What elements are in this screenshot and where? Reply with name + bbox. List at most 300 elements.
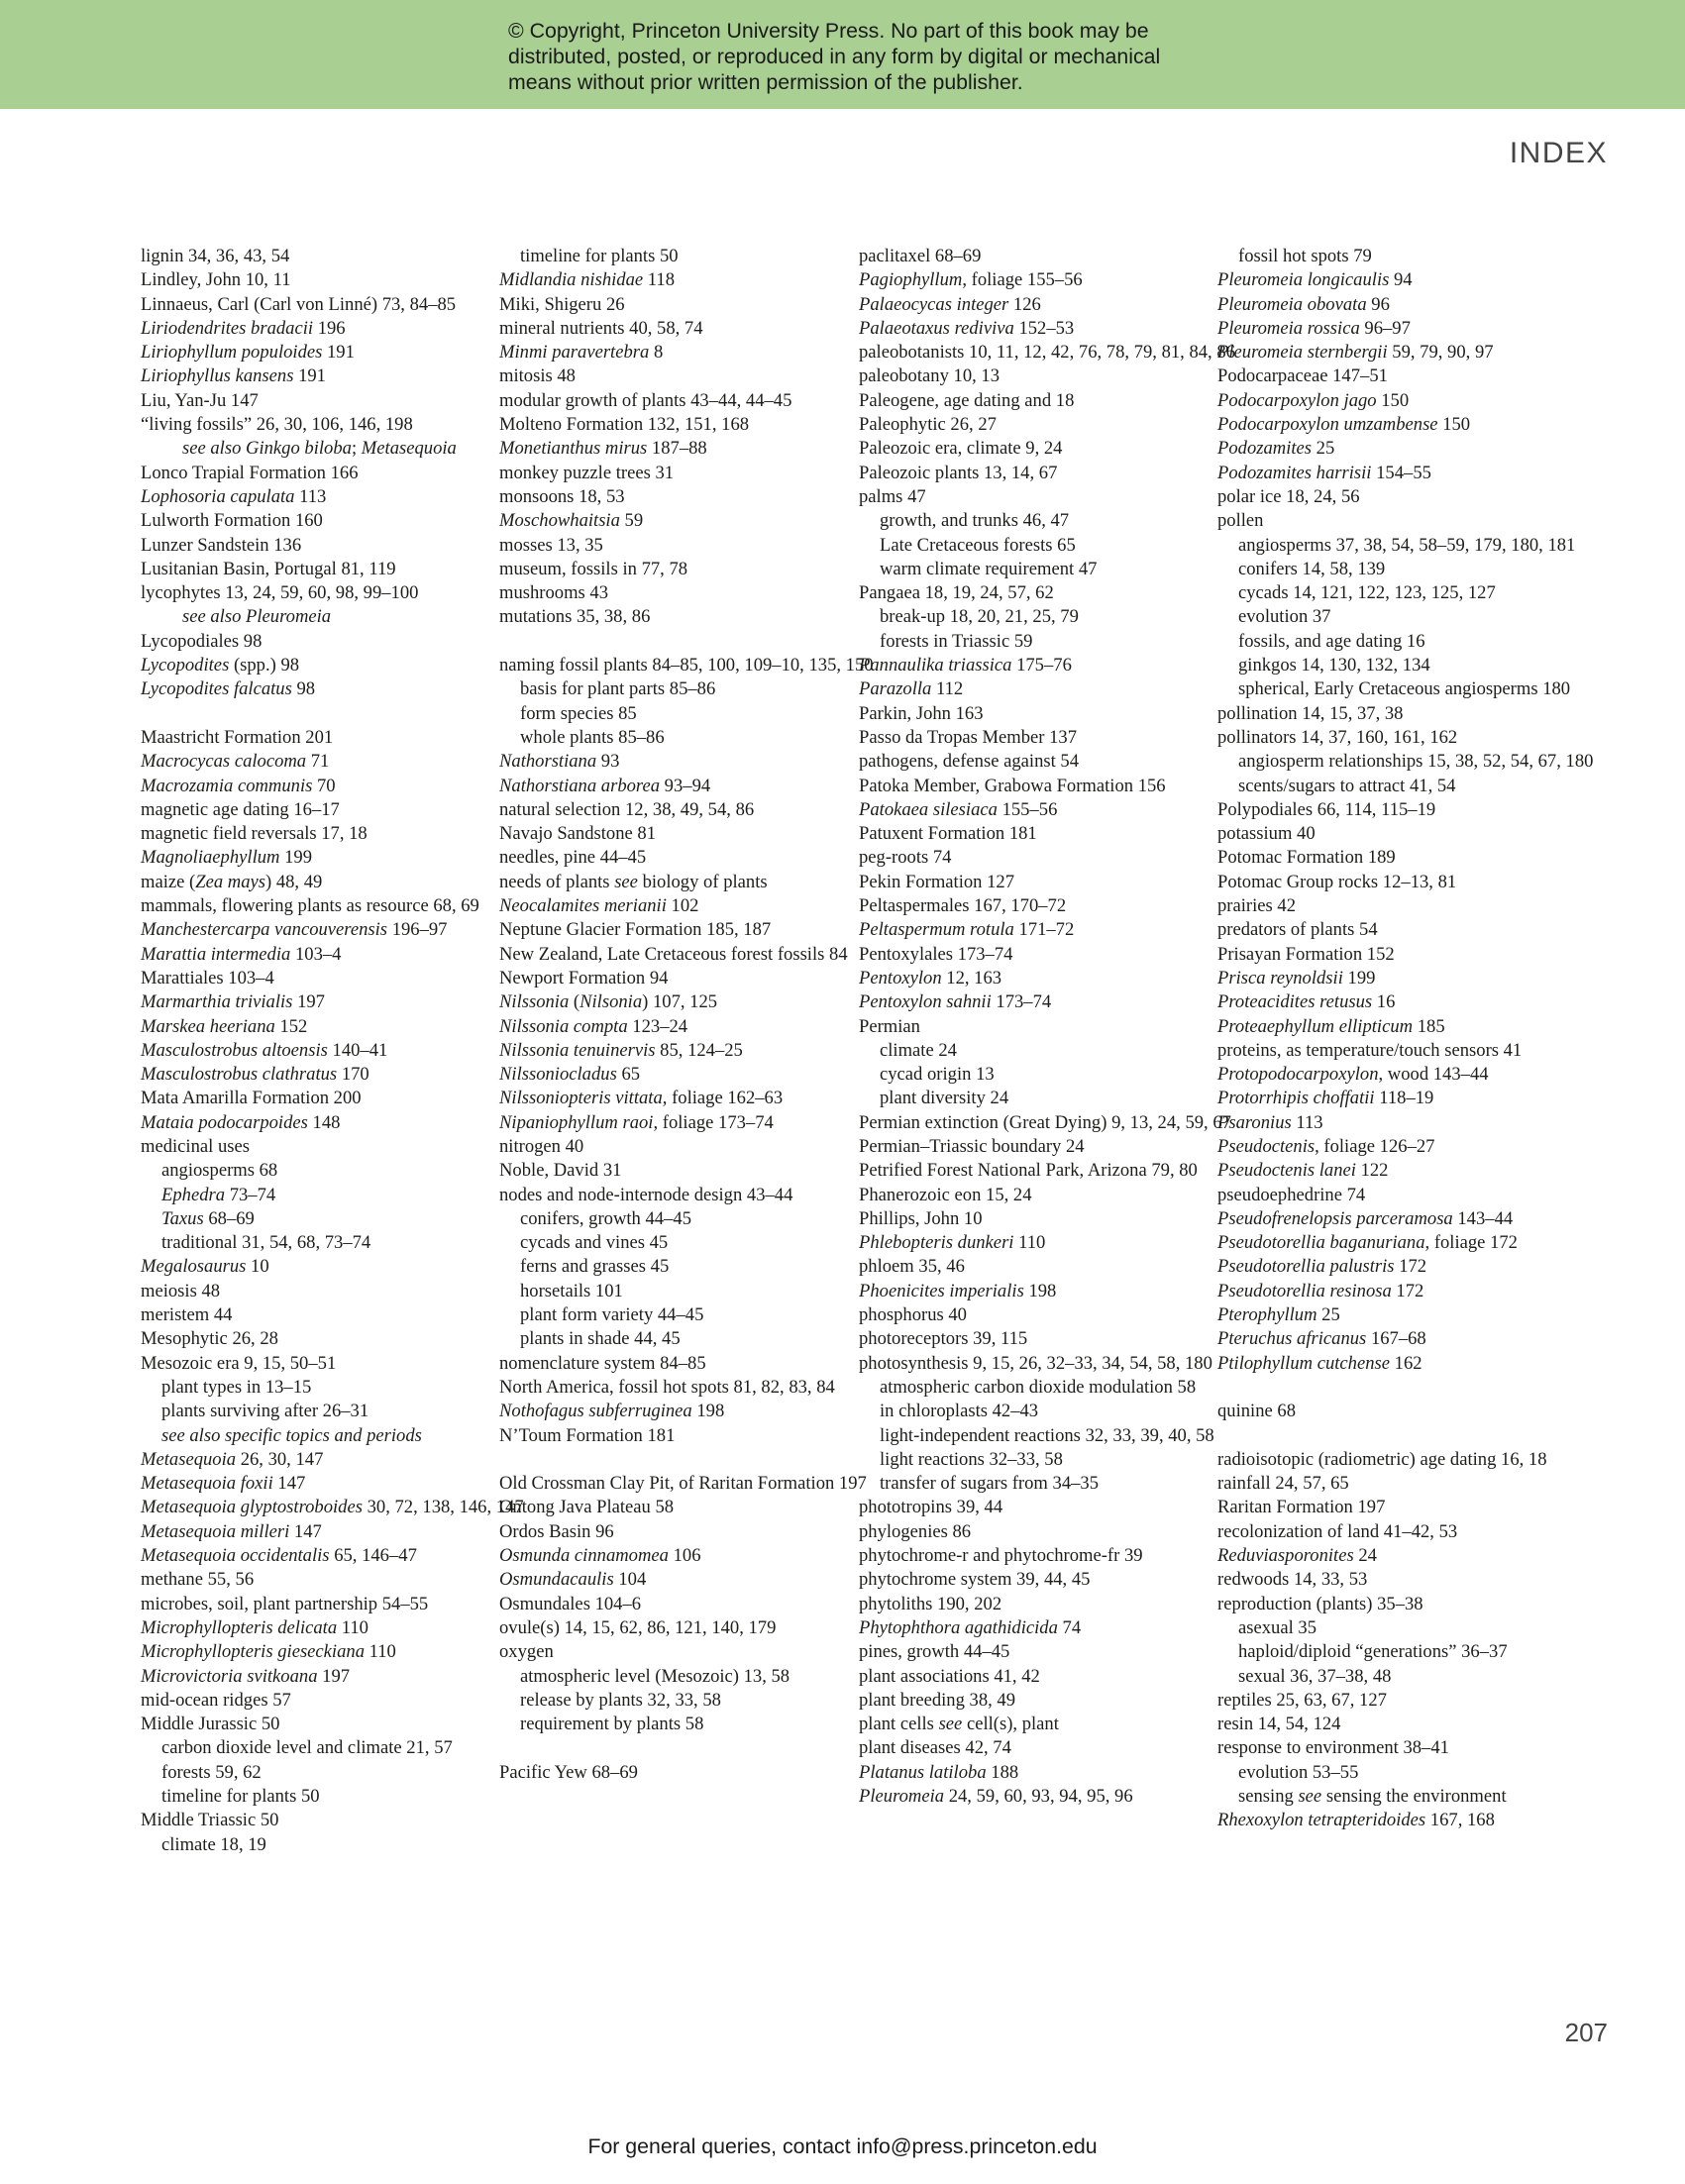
index-subentry [141, 1424, 493, 1448]
entry-text: 196 [313, 317, 346, 339]
entry-text: 197 [317, 1665, 351, 1687]
entry-text: biology of plants [637, 871, 768, 892]
index-subentry [859, 558, 1211, 581]
index-entry [859, 1520, 1211, 1544]
entry-text: 191 [293, 365, 326, 387]
index-entry [1217, 268, 1570, 292]
italic-term: Nilssoniocladus [499, 1064, 617, 1086]
entry-text: pollen [1217, 510, 1264, 532]
entry-text: 154–55 [1371, 462, 1431, 483]
index-entry [499, 1159, 852, 1183]
entry-text: angiosperms 37, 38, 54, 58–59, 179, 180, 181 [1238, 534, 1576, 556]
index-entry [499, 485, 852, 509]
index-subentry [141, 1761, 493, 1785]
entry-text: light-independent reactions 32, 33, 39, 40, 58 [880, 1424, 1214, 1446]
index-entry [141, 581, 493, 605]
index-subentry [1217, 630, 1570, 654]
index-entry [859, 1184, 1211, 1207]
entry-text: requirement by plants 58 [520, 1714, 704, 1735]
entry-text: 170 [337, 1064, 369, 1086]
index-entry [499, 1184, 852, 1207]
index-entry [499, 967, 852, 990]
entry-text: paleobotanists 10, 11, 12, 42, 76, 78, 79, 81, 84, 86 [859, 342, 1235, 364]
entry-text: Middle Triassic 50 [141, 1810, 279, 1831]
entry-text: Navajo Sandstone 81 [499, 823, 657, 845]
entry-text: conifers 14, 58, 139 [1238, 558, 1386, 579]
italic-term: Pterophyllum [1217, 1304, 1317, 1326]
index-column-4 [1217, 245, 1594, 1833]
entry-text: rainfall 24, 57, 65 [1217, 1473, 1349, 1495]
index-entry [141, 1255, 493, 1279]
italic-term: Proteaephyllum ellipticum [1217, 1015, 1414, 1037]
entry-text: plant diseases 42, 74 [859, 1737, 1011, 1759]
index-entry [499, 871, 852, 894]
italic-term: Ptilophyllum cutchense [1217, 1352, 1391, 1374]
entry-text: Mesophytic 26, 28 [141, 1328, 278, 1350]
entry-text: 118 [643, 269, 675, 291]
italic-term: Metasequoia [141, 1448, 237, 1470]
italic-term: Reduviasporonites [1217, 1545, 1354, 1567]
entry-text: phloem 35, 46 [859, 1256, 965, 1278]
entry-text: timeline for plants 50 [520, 246, 679, 266]
italic-term: Marattia intermedia [141, 943, 291, 965]
index-subentry [499, 245, 852, 268]
entry-text: 113 [1291, 1111, 1323, 1133]
index-subentry [1217, 534, 1576, 558]
italic-term: Macrocycas calocoma [141, 751, 307, 773]
index-subentry [859, 1063, 1211, 1087]
italic-term: Pseudotorellia resinosa [1217, 1280, 1392, 1301]
entry-text: Lycopodiales 98 [141, 630, 263, 652]
index-entry [859, 1111, 1231, 1135]
entry-text: plant associations 41, 42 [859, 1665, 1040, 1687]
italic-term: Phytophthora agathidicida [859, 1616, 1058, 1638]
entry-text: scents/sugars to attract 41, 54 [1238, 775, 1456, 796]
letter-gap [1217, 1424, 1570, 1448]
entry-text: in chloroplasts 42–43 [880, 1401, 1039, 1422]
entry-text: 96 [1366, 293, 1390, 315]
index-entry [499, 1544, 852, 1568]
index-subentry [141, 1207, 493, 1231]
index-entry [1217, 364, 1570, 388]
entry-text: pollination 14, 15, 37, 38 [1217, 702, 1404, 724]
entry-text: 175–76 [1011, 655, 1072, 676]
entry-text: climate 18, 19 [161, 1833, 266, 1855]
index-entry [141, 1713, 493, 1736]
entry-text: Noble, David 31 [499, 1160, 622, 1182]
letter-gap [1217, 1376, 1570, 1400]
entry-text: 155–56 [997, 798, 1058, 820]
index-entry [141, 750, 493, 774]
index-subentry [1217, 775, 1570, 798]
index-entry [141, 317, 493, 341]
italic-term: Pleuromeia rossica [1217, 317, 1360, 339]
italic-term: Monetianthus mirus [499, 438, 648, 460]
entry-text: oxygen [499, 1641, 554, 1663]
index-column-2 [499, 245, 874, 1785]
copyright-banner [0, 0, 1685, 109]
entry-text: Ontong Java Plateau 58 [499, 1497, 675, 1518]
entry-text: 65 [616, 1064, 641, 1086]
index-entry [859, 1544, 1211, 1568]
entry-text: nomenclature system 84–85 [499, 1352, 706, 1374]
italic-term: Nathorstiana [499, 751, 597, 773]
entry-text: Linnaeus, Carl (Carl von Linné) 73, 84–85 [141, 293, 457, 315]
entry-text: lycophytes 13, 24, 59, 60, 98, 99–100 [141, 582, 419, 604]
entry-text: Permian extinction (Great Dying) 9, 13, 24, 59, 67 [859, 1111, 1231, 1133]
index-subentry [1217, 1616, 1570, 1640]
entry-text: warm climate requirement 47 [880, 558, 1098, 579]
index-entry [859, 1713, 1211, 1736]
entry-text: climate 24 [880, 1039, 957, 1061]
index-entry [141, 462, 493, 485]
entry-text: release by plants 32, 33, 58 [520, 1689, 721, 1711]
entry-text: 30, 72, 138, 146, 147 [362, 1497, 524, 1518]
index-entry [1217, 509, 1570, 533]
entry-text: 191 [322, 342, 355, 364]
index-entry [859, 485, 1211, 509]
entry-text: 147 [289, 1520, 322, 1542]
italic-term: Podocarpoxylon umzambense [1217, 414, 1438, 436]
italic-term: Pentoxylon sahnii [859, 991, 992, 1013]
index-entry [1217, 1087, 1570, 1110]
index-entry [141, 245, 493, 268]
entry-text: resin 14, 54, 124 [1217, 1714, 1341, 1735]
entry-text: Pentoxylales 173–74 [859, 943, 1013, 965]
index-entry [859, 1015, 1211, 1039]
italic-term: Nilssonia tenuinervis [499, 1039, 656, 1061]
entry-text: 68–69 [203, 1207, 255, 1229]
italic-term: Nilssoniopteris vittata [499, 1088, 663, 1109]
page-number: 207 [1564, 2018, 1608, 2047]
index-entry [859, 990, 1211, 1014]
index-entry [859, 1231, 1211, 1255]
index-entry [499, 1015, 852, 1039]
entry-text: 96–97 [1359, 317, 1411, 339]
entry-text: 98 [291, 678, 316, 700]
entry-text: 24 [1353, 1545, 1377, 1567]
index-entry [499, 822, 852, 846]
entry-text: 152 [274, 1015, 308, 1037]
index-subentry [499, 1689, 852, 1713]
index-entry [499, 605, 852, 629]
italic-term: Pseudoctenis lanei [1217, 1160, 1356, 1182]
entry-text: 25 [1316, 1304, 1340, 1326]
letter-gap [499, 1736, 852, 1760]
entry-text: Marattiales 103–4 [141, 967, 274, 988]
index-entry [1217, 389, 1570, 413]
entry-text: cycads 14, 121, 122, 123, 125, 127 [1238, 582, 1496, 604]
entry-text: Pekin Formation 127 [859, 871, 1015, 892]
entry-text: 143–44 [1452, 1207, 1514, 1229]
entry-text: modular growth of plants 43–44, 44–45 [499, 389, 792, 411]
index-entry [141, 558, 493, 581]
entry-text: , foliage 155–56 [962, 269, 1083, 291]
entry-text: Miki, Shigeru 26 [499, 293, 625, 315]
index-entry [141, 268, 493, 292]
index-entry [859, 677, 1211, 701]
entry-text: 65, 146–47 [329, 1545, 417, 1567]
italic-term: Minmi paravertebra [499, 342, 650, 364]
index-entry [1217, 1544, 1570, 1568]
entry-text: Patoka Member, Grabowa Formation 156 [859, 775, 1166, 796]
entry-text: photoreceptors 39, 115 [859, 1328, 1028, 1350]
entry-text: Ordos Basin 96 [499, 1520, 614, 1542]
entry-text: Middle Jurassic 50 [141, 1714, 280, 1735]
entry-text: 167, 168 [1425, 1810, 1495, 1831]
index-entry [1217, 1327, 1570, 1351]
entry-text: Mata Amarilla Formation 200 [141, 1088, 362, 1109]
italic-term: Osmunda cinnamomea [499, 1545, 669, 1567]
index-entry [499, 943, 852, 967]
index-subentry [859, 630, 1211, 654]
letter-gap [499, 630, 852, 654]
index-subentry [859, 1376, 1211, 1400]
index-entry [499, 1135, 852, 1159]
index-column-3 [859, 245, 1235, 1809]
index-subentry [141, 1376, 493, 1400]
index-entry [499, 1616, 852, 1640]
entry-text: plants in shade 44, 45 [520, 1328, 681, 1350]
italic-term: Pseudofrenelopsis parceramosa [1217, 1207, 1453, 1229]
index-entry [499, 918, 852, 942]
index-entry [859, 894, 1211, 918]
index-entry [499, 798, 852, 822]
italic-term: Pentoxylon [859, 967, 942, 988]
index-entry [499, 990, 852, 1014]
index-entry [859, 798, 1211, 822]
italic-term: Pleuromeia obovata [1217, 293, 1367, 315]
entry-text: Pangaea 18, 19, 24, 57, 62 [859, 582, 1054, 604]
entry-text: Lindley, John 10, 11 [141, 269, 291, 291]
index-entry [1217, 1280, 1570, 1303]
index-subentry [859, 1448, 1211, 1472]
entry-text: Lonco Trapial Formation 166 [141, 462, 359, 483]
italic-term: Lycopodites [141, 655, 230, 676]
index-entry [859, 726, 1211, 750]
entry-text: nodes and node-internode design 43–44 [499, 1184, 793, 1205]
italic-term: Peltaspermum rotula [859, 919, 1014, 941]
entry-text: 104 [613, 1569, 647, 1591]
index-entry [499, 1376, 852, 1400]
entry-text: Paleozoic era, climate 9, 24 [859, 438, 1063, 460]
italic-term: Protorrhipis choffatii [1217, 1088, 1375, 1109]
entry-text: 171–72 [1013, 919, 1075, 941]
entry-text: Peltaspermales 167, 170–72 [859, 895, 1067, 917]
italic-term: Palaeocycas integer [859, 293, 1009, 315]
italic-term: Megalosaurus [141, 1256, 247, 1278]
italic-term: Pseudoctenis [1217, 1135, 1316, 1157]
index-entry [141, 364, 493, 388]
italic-term: Parazolla [859, 678, 932, 700]
index-entry [859, 1785, 1211, 1809]
index-subentry [1217, 581, 1570, 605]
italic-term: Pleuromeia sternbergii [1217, 342, 1388, 364]
index-entry [1217, 341, 1570, 364]
index-entry [499, 293, 852, 317]
italic-term: Nipaniophyllum raoi [499, 1111, 654, 1133]
index-subentry [499, 1713, 852, 1736]
entry-text: Potomac Formation 189 [1217, 847, 1396, 869]
entry-text: reptiles 25, 63, 67, 127 [1217, 1689, 1387, 1711]
entry-text: New Zealand, Late Cretaceous forest fossils 84 [499, 943, 848, 965]
italic-term: Marmarthia trivialis [141, 991, 293, 1013]
entry-text: lignin 34, 36, 43, 54 [141, 246, 290, 266]
entry-text: Lusitanian Basin, Portugal 81, 119 [141, 558, 396, 579]
italic-term: see also specific topics and periods [161, 1424, 422, 1446]
entry-text: naming fossil plants 84–85, 100, 109–10, 135, 150 [499, 655, 874, 676]
italic-term: see [1298, 1786, 1322, 1807]
index-entry [1217, 1135, 1570, 1159]
entry-text: 102 [666, 895, 699, 917]
index-entry [1217, 894, 1570, 918]
index-entry [141, 1039, 493, 1063]
entry-text: medicinal uses [141, 1135, 250, 1157]
entry-text: microbes, soil, plant partnership 54–55 [141, 1593, 429, 1614]
italic-term: Magnoliaephyllum [141, 847, 280, 869]
entry-text: 172 [1391, 1280, 1424, 1301]
entry-text: 93 [596, 751, 620, 773]
entry-text: natural selection 12, 38, 49, 54, 86 [499, 798, 755, 820]
entry-text: forests 59, 62 [161, 1761, 262, 1783]
index-subentry [859, 1424, 1214, 1448]
index-entry [859, 1255, 1211, 1279]
index-entry [141, 775, 493, 798]
index-entry [1217, 1713, 1570, 1736]
entry-text: pollinators 14, 37, 160, 161, 162 [1217, 726, 1458, 748]
italic-term: Mataia podocarpoides [141, 1111, 308, 1133]
entry-text: forests in Triassic 59 [880, 630, 1033, 652]
index-entry [141, 1327, 493, 1351]
index-subentry [1217, 1761, 1570, 1785]
index-entry [499, 364, 852, 388]
index-entry [859, 268, 1211, 292]
index-subentry [1217, 1640, 1570, 1664]
index-entry [859, 413, 1211, 437]
index-entry [141, 726, 493, 750]
entry-text: 199 [279, 847, 313, 869]
index-subentry [859, 1039, 1211, 1063]
entry-text: Podocarpaceae 147–51 [1217, 365, 1388, 387]
index-entry [499, 1640, 852, 1664]
entry-text: Potomac Group rocks 12–13, 81 [1217, 871, 1457, 892]
entry-text: haploid/diploid “generations” 36–37 [1238, 1641, 1508, 1663]
entry-text: phototropins 39, 44 [859, 1497, 1003, 1518]
index-entry [141, 509, 493, 533]
index-entry [499, 558, 852, 581]
entry-text: phytoliths 190, 202 [859, 1593, 1002, 1614]
italic-term: Metasequoia [361, 438, 457, 460]
index-entry [141, 485, 493, 509]
index-entry [1217, 1593, 1570, 1616]
entry-text: Pacific Yew 68–69 [499, 1761, 638, 1783]
entry-text: mitosis 48 [499, 365, 576, 387]
index-entry [141, 293, 493, 317]
index-entry [1217, 798, 1570, 822]
entry-text: 85, 124–25 [655, 1039, 743, 1061]
index-entry [141, 943, 493, 967]
entry-text: 172 [1394, 1256, 1427, 1278]
italic-term: Osmundacaulis [499, 1569, 614, 1591]
index-column-1 [141, 245, 524, 1857]
index-entry [859, 389, 1211, 413]
index-subentry [499, 726, 852, 750]
entry-text: needs of plants [499, 871, 615, 892]
entry-text: Lunzer Sandstein 136 [141, 534, 302, 556]
italic-term: Taxus [161, 1207, 204, 1229]
entry-text: 26, 30, 147 [236, 1448, 324, 1470]
index-entry [1217, 726, 1570, 750]
entry-text: mammals, flowering plants as resource 68, 69 [141, 895, 479, 917]
entry-text: mushrooms 43 [499, 582, 609, 604]
italic-term: see also Pleuromeia [182, 606, 332, 628]
index-entry [1217, 1184, 1570, 1207]
entry-text: palms 47 [859, 485, 926, 507]
index-entry [141, 1544, 493, 1568]
entry-text: 12, 163 [941, 967, 1002, 988]
index-subentry [499, 1280, 852, 1303]
entry-text: form species 85 [520, 702, 637, 724]
entry-text: photosynthesis 9, 15, 26, 32–33, 34, 54, 58, 180 [859, 1352, 1212, 1374]
entry-text: carbon dioxide level and climate 21, 57 [161, 1737, 453, 1759]
entry-text: 10 [246, 1256, 269, 1278]
index-entry [1217, 871, 1570, 894]
entry-text: proteins, as temperature/touch sensors 41 [1217, 1039, 1523, 1061]
entry-text: needles, pine 44–45 [499, 847, 647, 869]
entry-text: , foliage 126–27 [1315, 1135, 1435, 1157]
entry-text: pines, growth 44–45 [859, 1641, 1010, 1663]
entry-text: 25 [1312, 438, 1335, 460]
italic-term: Liriodendrites bradacii [141, 317, 314, 339]
index-entry [859, 1207, 1211, 1231]
index-entry [141, 1568, 493, 1592]
index-entry [141, 822, 493, 846]
entry-text: 8 [649, 342, 664, 364]
index-subentry [859, 1400, 1211, 1423]
index-entry [499, 268, 852, 292]
entry-text: phytochrome-r and phytochrome-fr 39 [859, 1545, 1143, 1567]
italic-term: Podozamites harrisii [1217, 462, 1372, 483]
italic-term: Masculostrobus altoensis [141, 1039, 328, 1061]
entry-text: 196–97 [387, 919, 448, 941]
index-subentry [499, 1303, 852, 1327]
index-entry [141, 967, 493, 990]
index-entry [859, 293, 1211, 317]
entry-text: 110 [1013, 1232, 1046, 1254]
index-entry [859, 846, 1211, 870]
italic-term: Rhexoxylon tetrapteridoides [1217, 1810, 1426, 1831]
italic-term: Liriophyllum populoides [141, 342, 323, 364]
index-entry [499, 581, 852, 605]
entry-text: 198 [691, 1401, 725, 1422]
index-entry [141, 1087, 493, 1110]
entry-text: , foliage 162–63 [662, 1088, 784, 1109]
index-subentry [141, 1159, 493, 1183]
entry-text: ( [569, 991, 580, 1013]
index-subentry [141, 1833, 493, 1857]
entry-text: light reactions 32–33, 58 [880, 1448, 1063, 1470]
entry-text: 150 [1437, 414, 1471, 436]
entry-text: monsoons 18, 53 [499, 485, 625, 507]
index-entry [141, 846, 493, 870]
entry-text: 123–24 [627, 1015, 688, 1037]
index-entry [859, 1496, 1211, 1519]
entry-text: magnetic age dating 16–17 [141, 798, 340, 820]
entry-text: sensing the environment [1321, 1786, 1507, 1807]
entry-text: 185 [1413, 1015, 1445, 1037]
index-entry [141, 534, 493, 558]
index-entry [141, 1111, 493, 1135]
